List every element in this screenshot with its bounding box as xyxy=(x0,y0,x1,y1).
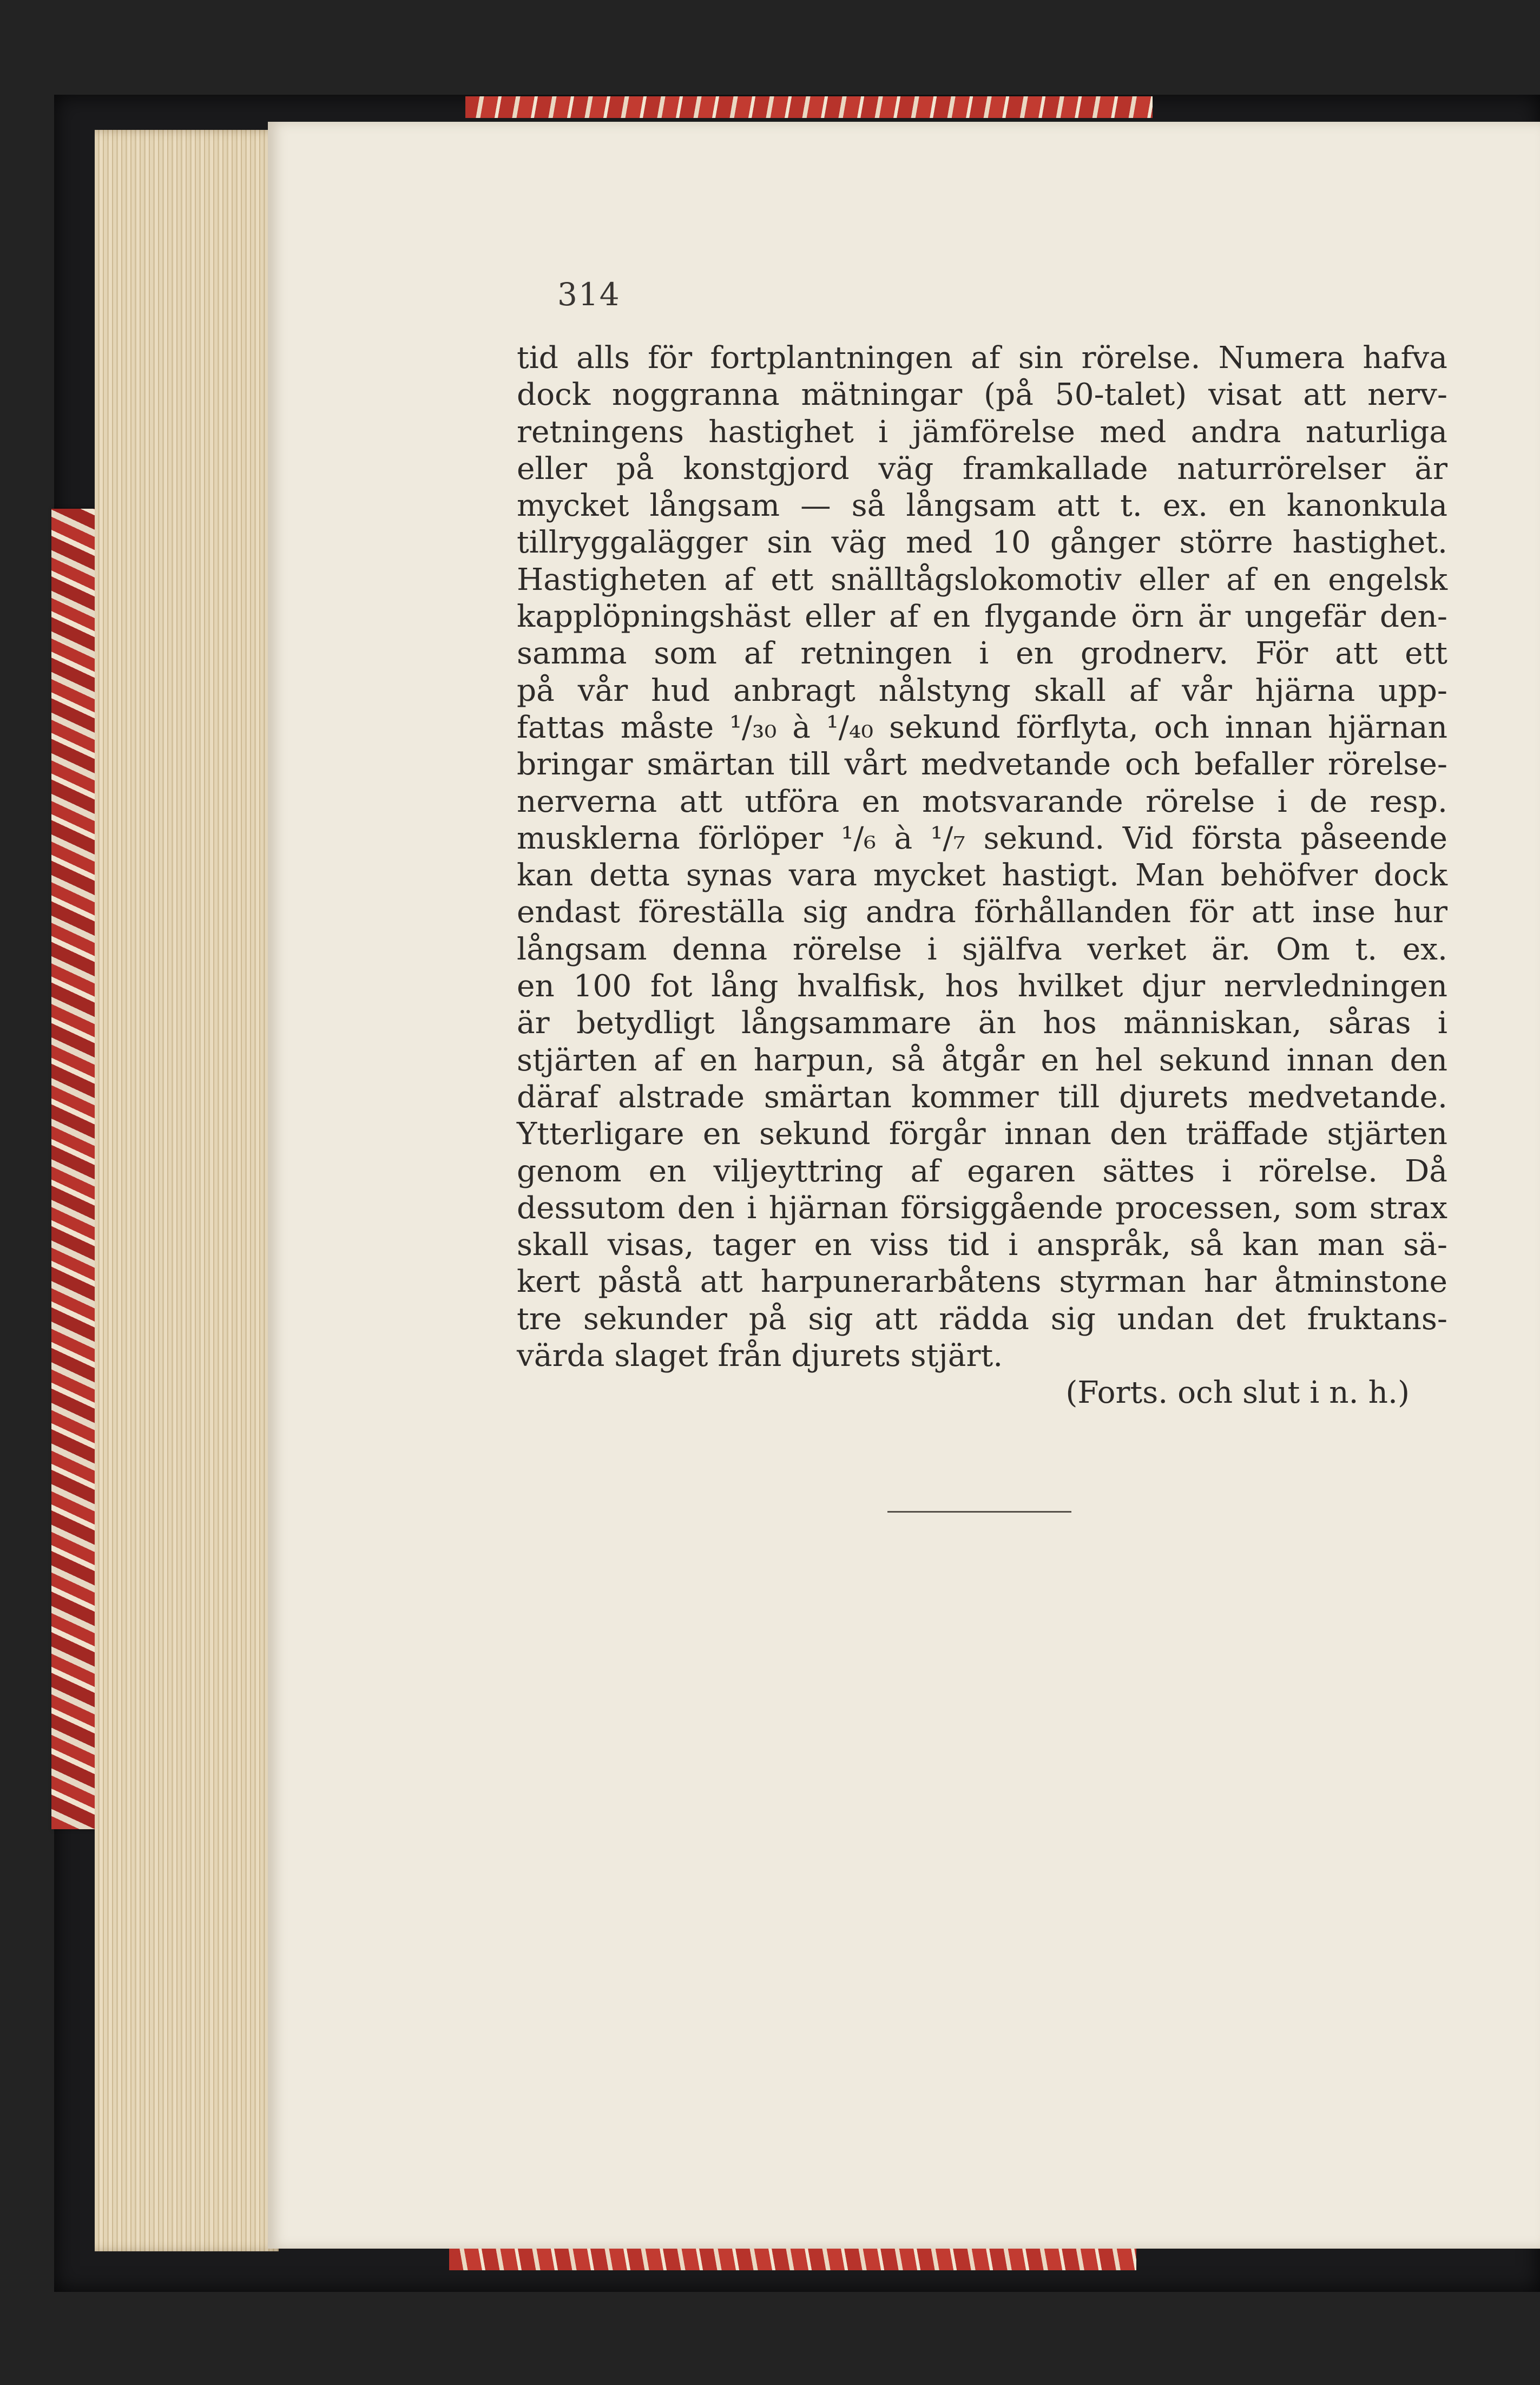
text-line: bringar smärtan till vårt medvetande och befaller rörelse- xyxy=(517,747,1447,783)
text-line: mycket långsam — så långsam att t. ex. en kanonkula xyxy=(517,488,1447,524)
text-line: tid alls för fortplantningen af sin rörelse. Numera hafva xyxy=(517,340,1447,376)
section-divider xyxy=(887,1511,1071,1513)
text-line: värda slaget från djurets stjärt. xyxy=(517,1338,1003,1374)
text-line: musklerna förlöper ¹/₆ à ¹/₇ sekund. Vid första påseende xyxy=(517,820,1447,856)
marbled-bottom-edge xyxy=(449,2249,1136,2270)
text-line: en 100 fot lång hvalfisk, hos hvilket djur nervledningen xyxy=(517,969,1447,1004)
text-line: dock noggranna mätningar (på 50-talet) visat att nerv- xyxy=(517,377,1447,413)
text-line: kapplöpningshäst eller af en flygande örn är ungefär den- xyxy=(517,599,1447,635)
text-line: fattas måste ¹/₃₀ à ¹/₄₀ sekund förflyta, och innan hjärnan xyxy=(517,709,1447,745)
page-stack-edges xyxy=(95,130,279,2251)
text-line: genom en viljeyttring af egaren sättes i rörelse. Då xyxy=(517,1153,1447,1189)
text-line: endast föreställa sig andra förhållanden för att inse hur xyxy=(517,895,1447,930)
marbled-spine-edge xyxy=(51,509,95,1829)
text-line: kan detta synas vara mycket hastigt. Man behöfver dock xyxy=(517,858,1447,893)
continuation-note: (Forts. och slut i n. h.) xyxy=(1065,1375,1410,1411)
text-line: däraf alstrade smärtan kommer till djurets medvetande. xyxy=(517,1079,1447,1115)
text-line: Hastigheten af ett snälltågslokomotiv eller af en engelsk xyxy=(517,562,1447,597)
text-line: på vår hud anbragt nålstyng skall af vår hjärna upp- xyxy=(517,673,1447,708)
text-line: samma som af retningen i en grodnerv. För att ett xyxy=(517,636,1447,672)
text-line: retningens hastighet i jämförelse med andra naturliga xyxy=(517,414,1447,450)
text-line: tillryggalägger sin väg med 10 gånger större hastighet. xyxy=(517,525,1447,561)
text-line: stjärten af en harpun, så åtgår en hel sekund innan den xyxy=(517,1042,1447,1078)
page-number: 314 xyxy=(557,276,621,313)
text-line: kert påstå att harpunerarbåtens styrman har åtminstone xyxy=(517,1264,1447,1300)
text-line: eller på konstgjord väg framkallade naturrörelser är xyxy=(517,451,1447,487)
text-line: tre sekunder på sig att rädda sig undan det fruktans- xyxy=(517,1301,1447,1337)
text-line: nerverna att utföra en motsvarande rörelse i de resp. xyxy=(517,784,1447,819)
text-line: Ytterligare en sekund förgår innan den träffade stjärten xyxy=(517,1116,1447,1152)
marbled-top-edge xyxy=(465,96,1153,118)
text-line: långsam denna rörelse i själfva verket är. Om t. ex. xyxy=(517,931,1447,967)
body-text xyxy=(517,340,1447,1412)
text-line: är betydligt långsammare än hos människan, såras i xyxy=(517,1006,1447,1041)
text-line: dessutom den i hjärnan försiggående processen, som strax xyxy=(517,1190,1447,1226)
text-line: skall visas, tager en viss tid i anspråk, så kan man sä- xyxy=(517,1227,1447,1263)
